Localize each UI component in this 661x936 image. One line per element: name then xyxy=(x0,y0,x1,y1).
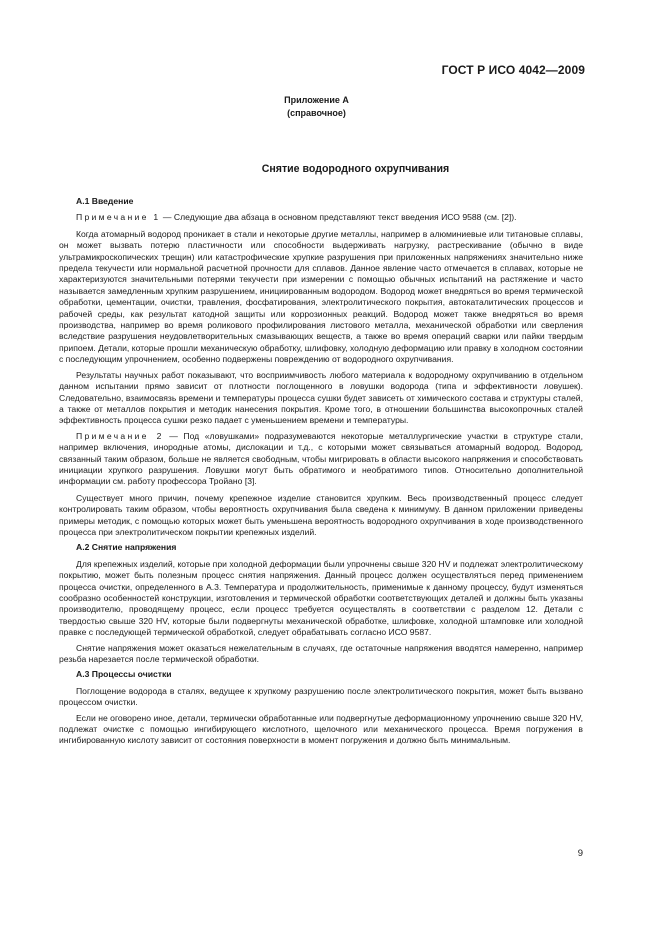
body-content xyxy=(59,196,583,751)
section-heading-a2: А.2 Снятие напряжения xyxy=(76,542,177,553)
document-code: ГОСТ Р ИСО 4042—2009 xyxy=(441,63,585,77)
main-title xyxy=(0,163,661,175)
paragraph-a2-2: Снятие напряжения может оказаться нежелательным в случаях, где остаточные напряжения вводятся намеренно, например резьба нарезается после термической обработки. xyxy=(59,642,583,665)
paragraph-a1-3: Существует много причин, почему крепежное изделие становится хрупким. Весь производственный процесс следует контролировать таким образом, чтобы вероятность охрупчивания была сведена к минимуму. В данном приложении приведены примеры методик, с помощью которых может быть уменьшена вероятность водородного охрупчивания в ходе производственного процесса при электролитическом покрытии крепежных изделий. xyxy=(59,492,583,537)
note-1 xyxy=(59,212,583,223)
note-1-text: — Следующие два абзаца в основном представляют текст введения ИСО 9588 (см. [2]). xyxy=(160,212,517,223)
paragraph-a1-1: Когда атомарный водород проникает в стали и некоторые другие металлы, например в алюминиевые или титановые сплавы, он может вызвать потерю пластичности или способности выдерживать нагрузку, растрескивание (обычно в виде ультрамикроскопических трещин) или катастрофические хрупкие разрушения при приложенных напряжениях значительно ниже предела текучести или нормальной расчетной прочности для сплавов. Данное явление часто отмечается в сплавах, которые не характеризуются значительными потерями текучести при измерении с помощью обычных испытаний на растяжение и часто называется замедленным хрупким разрушением, инициированным водородом. Водород может внедряться во время термической обработки, цементации, очистки, травления, фосфатирования, электролитического покрытия, автокаталитических процессов и рабочей среды, как результат катодной защиты или коррозионных реакций. Водород может также внедряться во время производства, например во время роликового профилирования листового металла, механической обработки или сверления вследствие разрушения неудовлетворительных смазывающих веществ, а также во время операций сварки или пайки твердым припоем. Детали, которые прошли механическую обработку, шлифовку, холодную деформацию или правку в холодном состоянии с последующим упрочнением, особенно подвержены повреждению от водородного охрупчивания. xyxy=(59,228,583,365)
note-2 xyxy=(59,431,583,488)
annex-heading xyxy=(0,94,661,120)
paragraph-a3-1: Поглощение водорода в сталях, ведущее к хрупкому разрушению после электролитического покрытия, может быть вызвано процессом очистки. xyxy=(59,685,583,708)
note-2-text: — Под «ловушками» подразумеваются некоторые металлургические участки в структуре стали, например включения, инородные атомы, дислокации и т.д., с которыми может связываться атомарный водород. Водород, связанный таким образом, больше не является свободным, чтобы мигрировать в области высокого напряжения и способствовать инициации хрупкого разрушения. Ловушки могут быть обратимого и необратимого типов. Относительно дополнительной информации см. работу профессора Тройано [3]. xyxy=(59,430,583,487)
section-heading-a1: А.1 Введение xyxy=(76,196,134,206)
section-heading-a3: А.3 Процессы очистки xyxy=(76,669,172,680)
paragraph-a3-2: Если не оговорено иное, детали, термически обработанные или подвергнутые деформационному упрочнению свыше 320 HV, подлежат очистке с помощью ингибирующего кислотного, щелочного или механического процесса. Время погружения в ингибированную кислоту зависит от состояния поверхности в момент погружения и должно быть минимальным. xyxy=(59,712,583,746)
annex-subtitle: (справочное) xyxy=(287,108,346,118)
paragraph-a1-2: Результаты научных работ показывают, что восприимчивость любого материала к водородному охрупчиванию в отдельном данном испытании прямо зависит от плотности поглощенного в ловушки водорода (типа и эффективности ловушек). Следовательно, взаимосвязь времени и температуры процесса сушки будет зависеть от химического состава и структуры сталей, а также от металлов покрытия и методик нанесения покрытия. Кроме того, в отношении большинства высокопрочных сталей эффективность процесса сушки резко падает с уменьшением времени и температуры. xyxy=(59,369,583,426)
page-number: 9 xyxy=(577,848,583,859)
note-1-label: Примечание 1 xyxy=(76,212,161,223)
note-2-label: Примечание 2 xyxy=(76,430,164,441)
paragraph-a2-1: Для крепежных изделий, которые при холодной деформации были упрочнены свыше 320 HV и подлежат электролитическому покрытию, может быть полезным процесс снятия напряжения. Данный процесс должен осуществляться перед применением процесса очистки, определенного в А.3. Температура и продолжительность, применимые к данному процессу, будут изменяться сообразно особенностей конструкции, изготовления и термической обработки соответствующих деталей и должны быть указаны производителю, проводящему процесс, если процесс требуется осуществлять в соответствии с разделом 12. Детали с твердостью свыше 320 HV, которые были подвергнуты механической обработке, шлифовке, холодной штамповке или холодной правке с последующей термической обработкой, следует обрабатывать согласно ИСО 9587. xyxy=(59,558,583,638)
main-title-text: Снятие водородного охрупчивания xyxy=(261,163,450,175)
annex-title: Приложение А xyxy=(284,95,349,105)
